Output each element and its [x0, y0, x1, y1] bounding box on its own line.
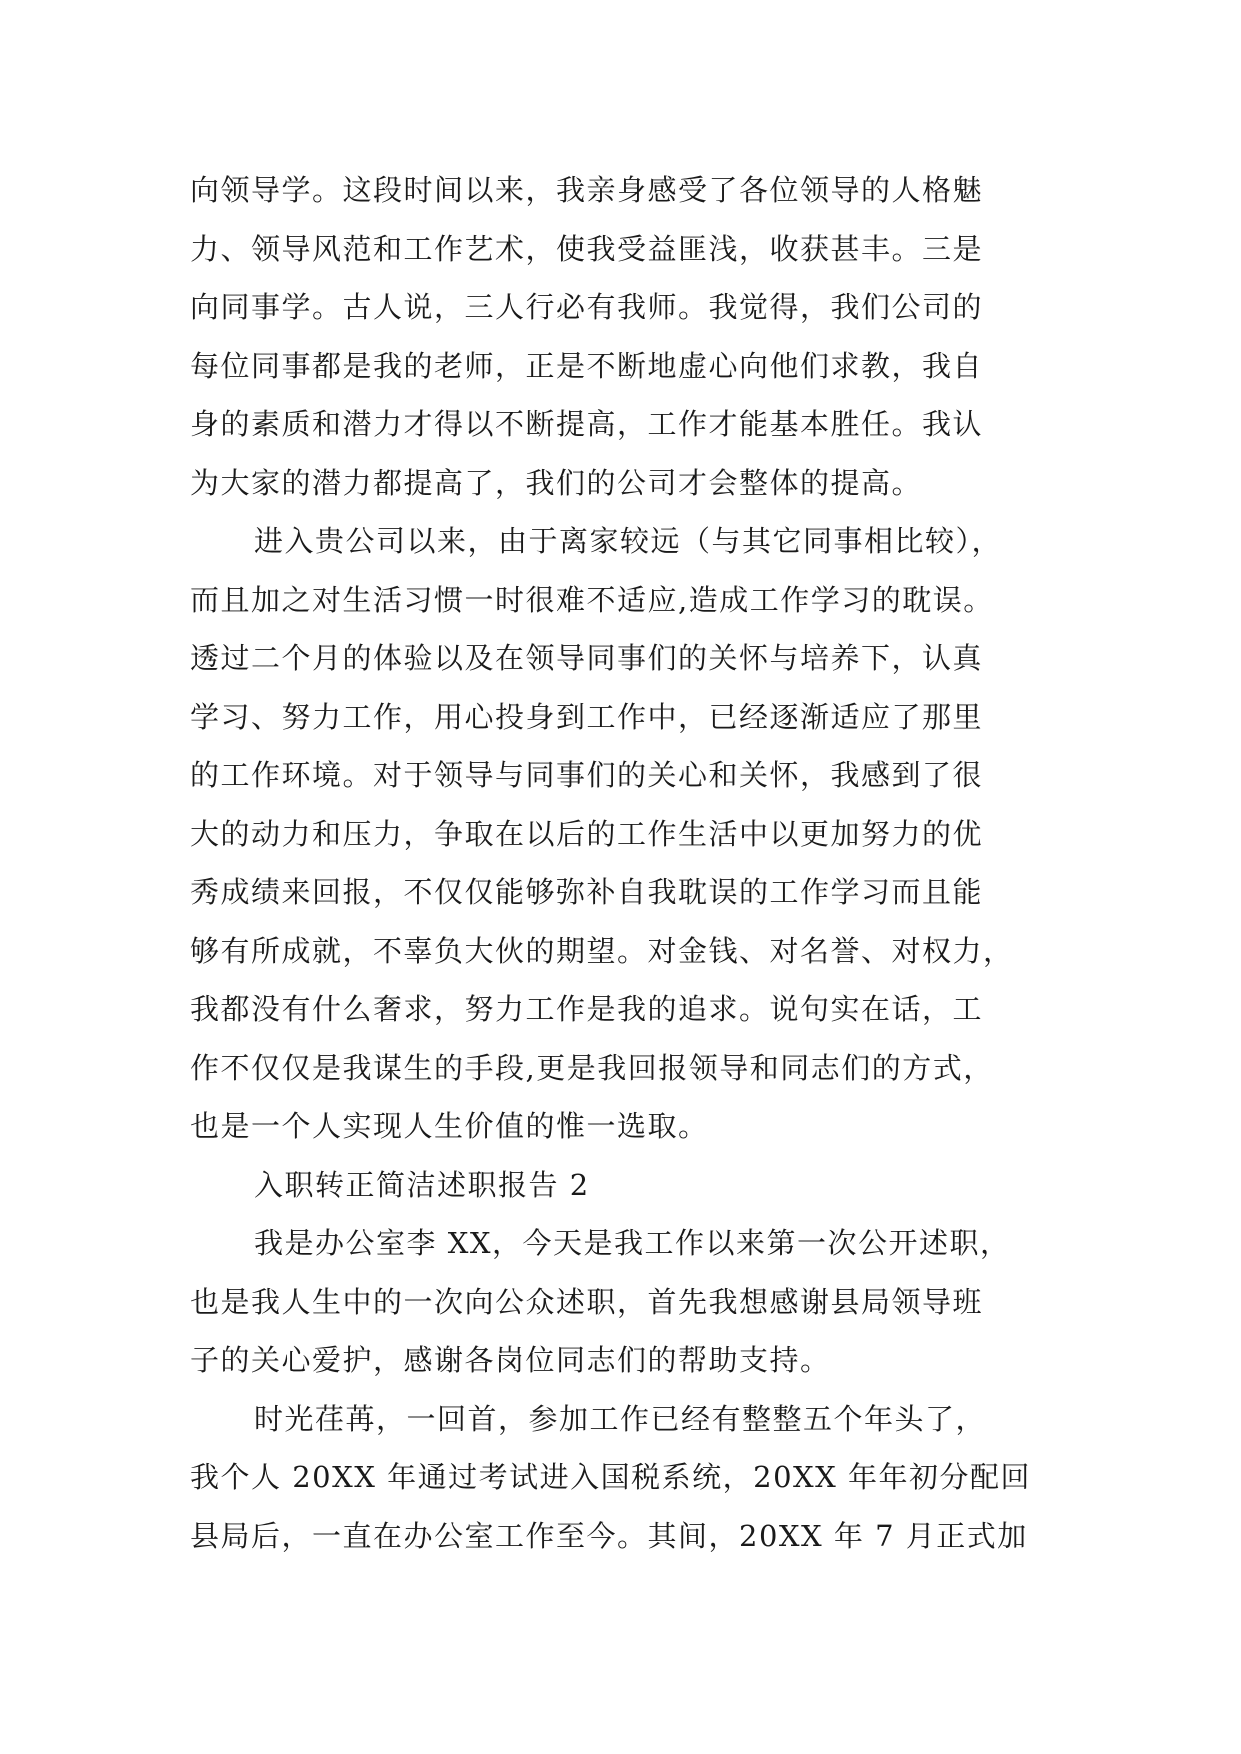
- text-line: 而且加之对生活习惯一时很难不适应,造成工作学习的耽误。: [190, 582, 994, 617]
- text-line: 够有所成就，不辜负大伙的期望。对金钱、对名誉、对权力，: [190, 933, 1014, 968]
- text-line: 向领导学。这段时间以来，我亲身感受了各位领导的人格魅: [190, 173, 984, 207]
- paragraph-first-line: 时光荏苒，一回首，参加工作已经有整整五个年头了，: [254, 1401, 987, 1436]
- text-line: 县局后，一直在办公室工作至今。其间，20XX 年 7 月正式加: [190, 1518, 1028, 1553]
- text-line: 的工作环境。对于领导与同事们的关心和关怀，我感到了很: [190, 758, 984, 792]
- paragraph-first-line: 进入贵公司以来，由于离家较远（与其它同事相比较），: [254, 524, 1003, 558]
- text-line: 向同事学。古人说，三人行必有我师。我觉得，我们公司的: [190, 290, 984, 324]
- text-line: 子的关心爱护，感谢各岗位同志们的帮助支持。: [190, 1343, 831, 1377]
- text-line: 秀成绩来回报，不仅仅能够弥补自我耽误的工作学习而且能: [190, 875, 984, 909]
- text-line: 身的素质和潜力才得以不断提高，工作才能基本胜任。我认: [190, 407, 984, 441]
- text-line: 作不仅仅是我谋生的手段,更是我回报领导和同志们的方式，: [190, 1050, 994, 1085]
- section-heading: 入职转正简洁述职报告 2: [254, 1167, 590, 1202]
- text-line: 力、领导风范和工作艺术，使我受益匪浅，收获甚丰。三是: [190, 231, 984, 266]
- text-line: 透过二个月的体验以及在领导同事们的关怀与培养下，认真: [190, 641, 984, 675]
- text-line: 大的动力和压力，争取在以后的工作生活中以更加努力的优: [190, 816, 984, 851]
- text-line: 学习、努力工作，用心投身到工作中，已经逐渐适应了那里: [190, 699, 984, 734]
- text-line: 我都没有什么奢求，努力工作是我的追求。说句实在话，工: [190, 992, 984, 1026]
- text-line: 每位同事都是我的老师，正是不断地虚心向他们求教，我自: [190, 348, 984, 383]
- paragraph-first-line: 我是办公室李 XX，今天是我工作以来第一次公开述职，: [254, 1226, 1011, 1260]
- text-line: 也是一个人实现人生价值的惟一选取。: [190, 1109, 709, 1143]
- document-body: [190, 161, 1060, 1565]
- text-line: 为大家的潜力都提高了，我们的公司才会整体的提高。: [190, 465, 923, 500]
- text-line: 我个人 20XX 年通过考试进入国税系统，20XX 年年初分配回: [190, 1460, 1032, 1494]
- text-line: 也是我人生中的一次向公众述职，首先我想感谢县局领导班: [190, 1284, 984, 1319]
